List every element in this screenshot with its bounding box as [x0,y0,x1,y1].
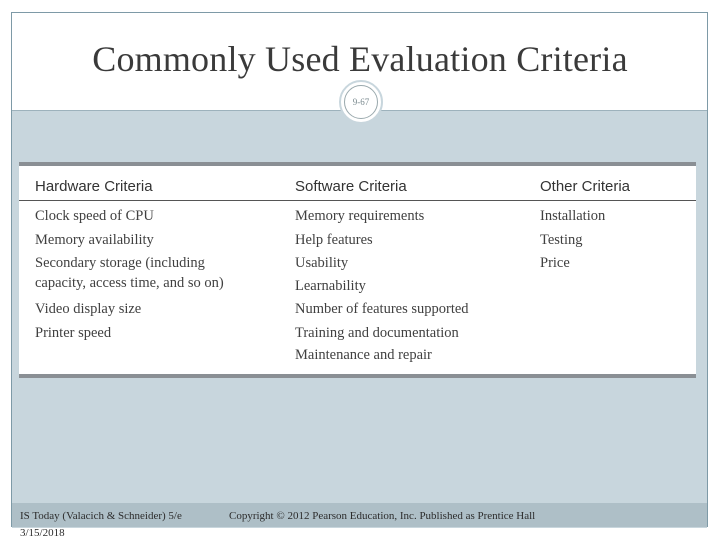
software-cell: Number of features supported [295,301,469,317]
hardware-cell: Printer speed [35,325,112,341]
software-cell: Usability [295,255,349,271]
software-cell: Learnability [295,278,366,294]
page-number-badge [339,80,383,124]
header-rule [19,200,696,201]
other-cell: Installation [540,208,606,224]
other-cell: Testing [540,232,583,248]
header-hardware: Hardware Criteria [35,178,153,195]
hardware-cell: Clock speed of CPU [35,208,154,224]
software-cell: Help features [295,232,373,248]
footer-copyright: Copyright © 2012 Pearson Education, Inc. Published as Prentice Hall [229,510,536,522]
page-number: 9-67 [344,85,378,119]
slide-title: Commonly Used Evaluation Criteria [92,39,628,79]
other-cell: Price [540,255,570,271]
criteria-table [19,162,696,378]
hardware-cell: capacity, access time, and so on) [35,275,224,291]
hardware-cell: Secondary storage (including [35,255,205,271]
software-cell: Memory requirements [295,208,425,224]
hardware-cell: Video display size [35,301,142,317]
software-cell: Training and documentation [295,325,459,341]
software-cell: Maintenance and repair [295,347,432,363]
header-software: Software Criteria [295,178,407,195]
header-other: Other Criteria [540,178,631,195]
hardware-cell: Memory availability [35,232,154,248]
footer-source: IS Today (Valacich & Schneider) 5/e [20,510,182,522]
footer-date: 3/15/2018 [20,527,65,539]
